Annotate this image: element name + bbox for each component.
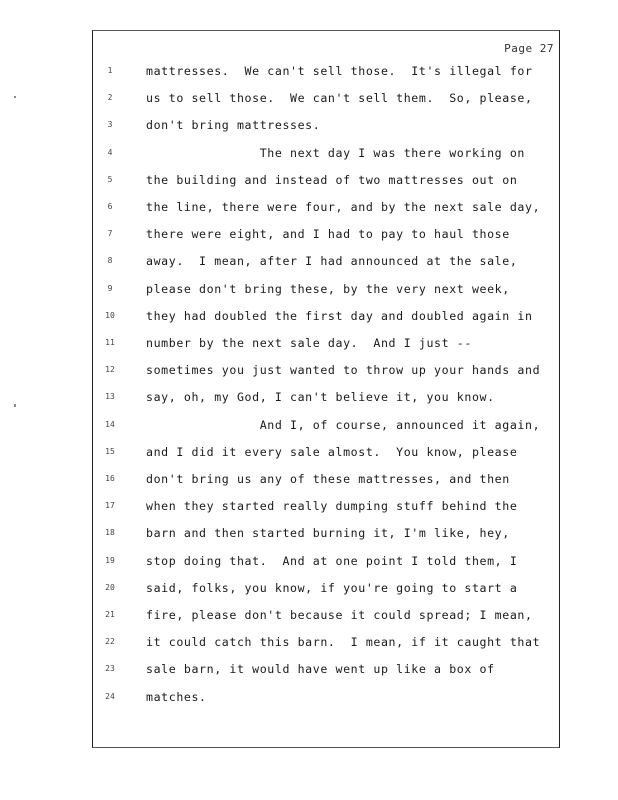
transcript-line <box>0 361 618 381</box>
line-number: 12 <box>105 365 115 375</box>
line-text: number by the next sale day. And I just -- <box>146 336 472 350</box>
line-text: said, folks, you know, if you're going to start a <box>146 580 518 595</box>
line-number: 22 <box>105 637 115 647</box>
line-number: 18 <box>105 528 115 538</box>
transcript-line <box>0 497 618 517</box>
transcript-line <box>0 198 618 218</box>
transcript-line <box>0 334 618 354</box>
line-number: 19 <box>105 555 115 565</box>
transcript-line <box>0 660 618 680</box>
line-text: don't bring us any of these mattresses, and then <box>146 472 510 486</box>
line-number: 21 <box>105 610 115 619</box>
line-text: us to sell those. We can't sell them. So, please, <box>146 91 533 106</box>
line-number: 8 <box>107 256 113 266</box>
transcript-line <box>0 252 618 272</box>
line-number: 14 <box>105 419 115 429</box>
line-number: 4 <box>107 147 113 157</box>
transcript-line <box>0 633 618 653</box>
line-text: barn and then started burning it, I'm like, hey, <box>146 526 510 541</box>
line-text: sometimes you just wanted to throw up your hands and <box>146 363 541 378</box>
line-number: 7 <box>107 229 113 239</box>
line-number: 1 <box>107 66 113 75</box>
line-text: please don't bring these, by the very next week, <box>146 281 510 296</box>
line-text: The next day I was there working on <box>146 145 526 160</box>
transcript-line <box>0 416 618 436</box>
line-number: 10 <box>105 310 115 320</box>
line-text: sale barn, it would have went up like a box of <box>146 662 495 677</box>
transcript-line <box>0 116 618 136</box>
page-number: Page 27 <box>504 42 554 55</box>
line-number: 5 <box>107 174 113 184</box>
transcript-line <box>0 470 618 490</box>
line-number: 13 <box>105 392 115 402</box>
line-text: And I, of course, announced it again, <box>146 417 541 432</box>
line-number: 2 <box>107 93 113 103</box>
transcript-line <box>0 606 618 626</box>
line-text: they had doubled the first day and doubled again in <box>146 308 533 323</box>
line-number: 16 <box>105 474 115 483</box>
line-text: it could catch this barn. I mean, if it caught that <box>146 635 541 650</box>
line-text: say, oh, my God, I can't believe it, you know. <box>146 390 495 405</box>
line-number: 6 <box>107 202 113 211</box>
line-number: 23 <box>105 664 115 674</box>
line-text: the building and instead of two mattresses out on <box>146 172 518 187</box>
line-text: don't bring mattresses. <box>146 118 321 133</box>
line-text: the line, there were four, and by the next sale day, <box>146 200 541 214</box>
line-number: 15 <box>105 446 115 456</box>
transcript-line <box>0 89 618 109</box>
line-text: and I did it every sale almost. You know, please <box>146 444 518 459</box>
transcript-line <box>0 579 618 599</box>
line-text: away. I mean, after I had announced at the sale, <box>146 254 518 269</box>
transcript-line <box>0 225 618 245</box>
line-number: 24 <box>105 691 115 701</box>
line-text: when they started really dumping stuff behind the <box>146 499 518 514</box>
line-number: 11 <box>105 338 115 347</box>
transcript-line <box>0 524 618 544</box>
transcript-line <box>0 280 618 300</box>
transcript-line <box>0 171 618 191</box>
transcript-line <box>0 62 618 82</box>
line-text: matches. <box>146 689 207 704</box>
transcript-line <box>0 688 618 708</box>
transcript-line <box>0 552 618 572</box>
line-text: there were eight, and I had to pay to haul those <box>146 227 510 242</box>
transcript-line <box>0 144 618 164</box>
line-number: 20 <box>105 582 115 592</box>
transcript-line <box>0 388 618 408</box>
line-number: 9 <box>107 283 113 293</box>
transcript-line <box>0 443 618 463</box>
line-number: 17 <box>105 501 115 511</box>
line-text: mattresses. We can't sell those. It's illegal for <box>146 64 533 78</box>
line-number: 3 <box>107 120 113 130</box>
transcript-line <box>0 307 618 327</box>
line-text: stop doing that. And at one point I told them, I <box>146 553 518 568</box>
line-text: fire, please don't because it could spread; I mean, <box>146 608 533 622</box>
